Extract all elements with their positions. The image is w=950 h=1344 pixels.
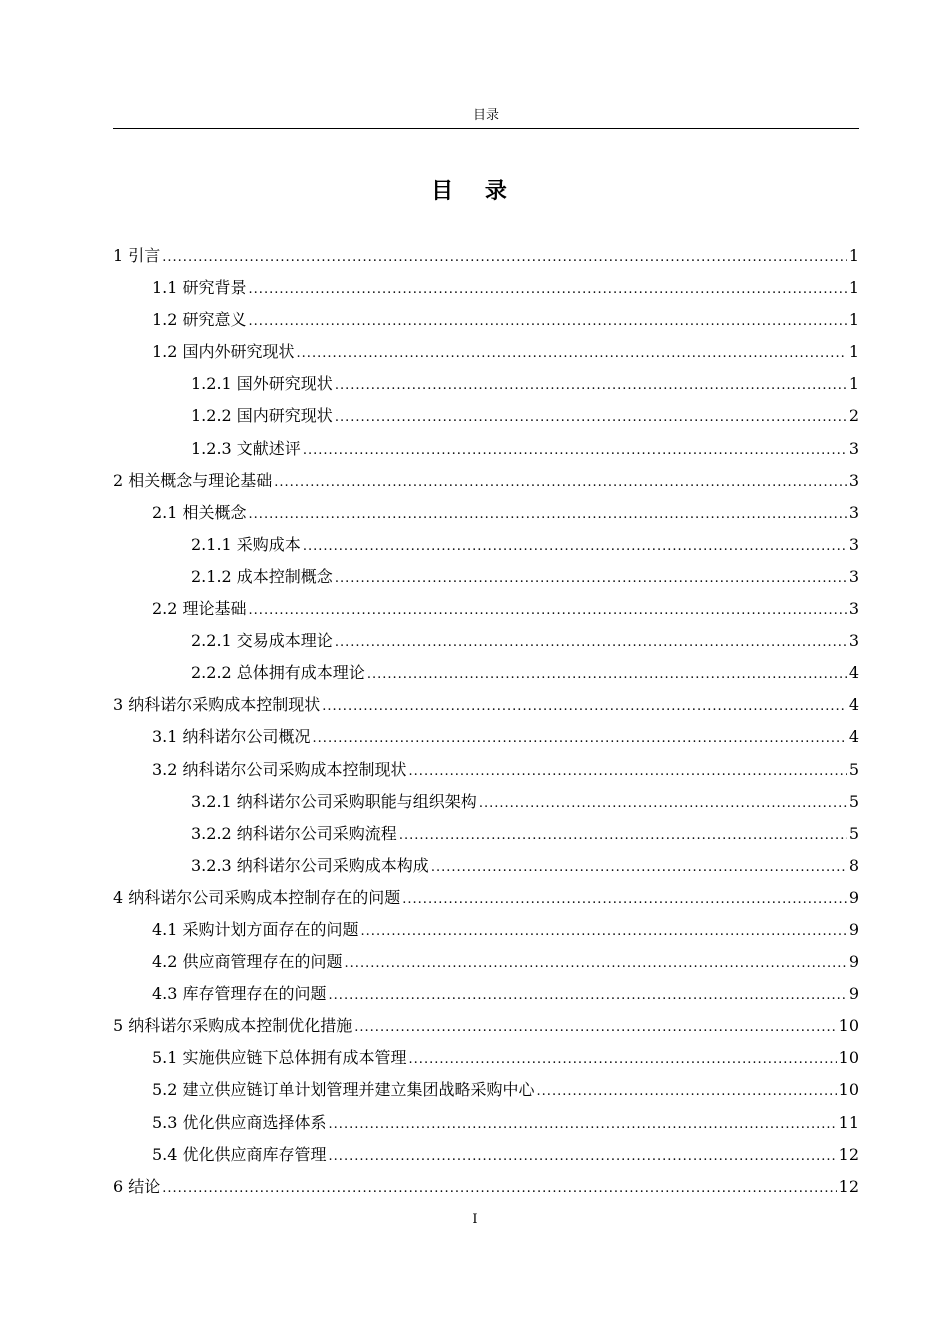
toc-entry[interactable] [113, 1110, 859, 1142]
toc-entry-label: 1.2.2 国内研究现状 [191, 406, 333, 426]
toc-entry[interactable] [113, 564, 859, 596]
toc-entry[interactable] [113, 307, 859, 339]
toc-entry[interactable] [113, 1174, 859, 1206]
toc-dot-leader [274, 470, 847, 496]
toc-entry-label: 5.1 实施供应链下总体拥有成本管理 [152, 1048, 407, 1068]
toc-entry[interactable] [113, 949, 859, 981]
toc-dot-leader [537, 1079, 837, 1105]
toc-dot-leader [313, 726, 847, 752]
toc-entry-page: 3 [848, 631, 859, 651]
page-title: 目 录 [431, 178, 519, 204]
toc-entry[interactable] [113, 1142, 859, 1174]
toc-entry[interactable] [113, 1045, 859, 1077]
toc-dot-leader [303, 534, 847, 560]
toc-entry[interactable] [113, 628, 859, 660]
toc-entry-page: 4 [848, 695, 859, 715]
toc-dot-leader [329, 1144, 837, 1170]
toc-entry-label: 1.2.1 国外研究现状 [191, 374, 333, 394]
toc-dot-leader [345, 951, 847, 977]
toc-entry-page: 10 [838, 1048, 859, 1068]
toc-entry-page: 3 [848, 470, 859, 490]
toc-dot-leader [249, 502, 847, 528]
toc-entry-page: 5 [848, 823, 859, 843]
toc-entry[interactable] [113, 532, 859, 564]
toc-dot-leader [431, 855, 847, 881]
toc-dot-leader [367, 662, 847, 688]
toc-entry-label: 1.1 研究背景 [152, 278, 247, 298]
running-header: 目录 [472, 108, 499, 123]
toc-dot-leader [162, 245, 847, 271]
toc-entry-page: 10 [838, 1016, 859, 1036]
toc-entry-label: 5 纳科诺尔采购成本控制优化措施 [113, 1016, 353, 1036]
toc-dot-leader [361, 919, 847, 945]
toc-entry-label: 2.1.2 成本控制概念 [191, 566, 333, 586]
toc-entry[interactable] [113, 468, 859, 500]
toc-entry-label: 4.3 库存管理存在的问题 [152, 984, 327, 1004]
toc-entry-page: 8 [848, 855, 859, 875]
toc-dot-leader [402, 887, 847, 913]
toc-entry-label: 5.2 建立供应链订单计划管理并建立集团战略采购中心 [152, 1080, 535, 1100]
toc-entry-label: 1.2 国内外研究现状 [152, 342, 295, 362]
toc-entry-page: 9 [848, 919, 859, 939]
toc-dot-leader [249, 309, 847, 335]
toc-entry-page: 1 [848, 342, 859, 362]
toc-entry[interactable] [113, 500, 859, 532]
toc-entry-label: 1.2 研究意义 [152, 310, 247, 330]
toc-entry-label: 4.1 采购计划方面存在的问题 [152, 919, 359, 939]
toc-entry-label: 1 引言 [113, 246, 161, 265]
toc-entry-label: 2.1 相关概念 [152, 502, 247, 522]
toc-entry-page: 1 [848, 246, 859, 265]
toc-entry[interactable] [113, 757, 859, 789]
toc-dot-leader [354, 1015, 836, 1041]
toc-dot-leader [335, 630, 847, 656]
toc-dot-leader [249, 598, 847, 624]
toc-dot-leader [409, 1047, 837, 1073]
toc-entry-label: 3.2.2 纳科诺尔公司采购流程 [191, 823, 397, 843]
toc-entry[interactable] [113, 885, 859, 917]
toc-entry-page: 3 [848, 438, 859, 458]
toc-entry[interactable] [113, 724, 859, 756]
toc-entry-page: 4 [848, 727, 859, 747]
toc-entry-page: 11 [838, 1112, 859, 1132]
table-of-contents [113, 243, 859, 1206]
toc-entry-page: 4 [848, 663, 859, 683]
toc-entry-label: 3.1 纳科诺尔公司概况 [152, 727, 311, 747]
header-rule [113, 128, 859, 129]
toc-entry-page: 3 [848, 534, 859, 554]
toc-dot-leader [249, 277, 847, 303]
toc-entry-page: 5 [848, 791, 859, 811]
toc-entry[interactable] [113, 917, 859, 949]
toc-entry-label: 1.2.3 文献述评 [191, 438, 301, 458]
toc-entry-label: 2.2.2 总体拥有成本理论 [191, 663, 365, 683]
toc-entry-page: 1 [848, 278, 859, 298]
toc-entry-page: 5 [848, 759, 859, 779]
toc-entry[interactable] [113, 692, 859, 724]
toc-entry[interactable] [113, 789, 859, 821]
toc-entry[interactable] [113, 371, 859, 403]
toc-dot-leader [303, 438, 847, 464]
toc-entry[interactable] [113, 339, 859, 371]
toc-entry-label: 5.4 优化供应商库存管理 [152, 1144, 327, 1164]
toc-entry-label: 6 结论 [113, 1176, 161, 1196]
toc-dot-leader [335, 566, 847, 592]
toc-dot-leader [409, 759, 847, 785]
toc-entry-page: 9 [848, 887, 859, 907]
toc-entry[interactable] [113, 275, 859, 307]
toc-entry-label: 2.1.1 采购成本 [191, 534, 301, 554]
toc-dot-leader [399, 823, 847, 849]
toc-entry-page: 12 [838, 1176, 859, 1196]
page-number: I [472, 1212, 478, 1227]
toc-entry-label: 2.2.1 交易成本理论 [191, 631, 333, 651]
toc-entry-label: 5.3 优化供应商选择体系 [152, 1112, 327, 1132]
toc-entry-page: 3 [848, 502, 859, 522]
toc-entry-label: 4 纳科诺尔公司采购成本控制存在的问题 [113, 887, 401, 907]
toc-dot-leader [329, 983, 847, 1009]
toc-entry[interactable] [113, 596, 859, 628]
toc-dot-leader [479, 791, 847, 817]
toc-entry-label: 3.2.1 纳科诺尔公司采购职能与组织架构 [191, 791, 477, 811]
toc-dot-leader [335, 373, 847, 399]
toc-entry-page: 1 [848, 374, 859, 394]
toc-entry[interactable] [113, 1013, 859, 1045]
toc-entry[interactable] [113, 403, 859, 435]
toc-dot-leader [162, 1176, 836, 1202]
toc-entry[interactable] [113, 981, 859, 1013]
toc-entry[interactable] [113, 1077, 859, 1109]
toc-entry-page: 9 [848, 984, 859, 1004]
toc-entry-label: 4.2 供应商管理存在的问题 [152, 952, 343, 972]
toc-entry-label: 3.2 纳科诺尔公司采购成本控制现状 [152, 759, 407, 779]
toc-entry-page: 3 [848, 566, 859, 586]
toc-entry[interactable] [113, 853, 859, 885]
toc-entry-label: 2 相关概念与理论基础 [113, 470, 273, 490]
toc-entry-page: 12 [838, 1144, 859, 1164]
toc-dot-leader [335, 405, 847, 431]
toc-dot-leader [297, 341, 847, 367]
toc-dot-leader [322, 694, 847, 720]
toc-dot-leader [329, 1112, 837, 1138]
toc-entry[interactable] [113, 821, 859, 853]
toc-entry-label: 2.2 理论基础 [152, 599, 247, 619]
toc-entry-page: 1 [848, 310, 859, 330]
toc-entry[interactable] [113, 436, 859, 468]
toc-entry-page: 9 [848, 952, 859, 972]
toc-entry-label: 3.2.3 纳科诺尔公司采购成本构成 [191, 855, 429, 875]
toc-entry-page: 10 [838, 1080, 859, 1100]
toc-entry-label: 3 纳科诺尔采购成本控制现状 [113, 695, 321, 715]
toc-entry[interactable] [113, 660, 859, 692]
toc-entry-page: 3 [848, 599, 859, 619]
toc-entry-page: 2 [848, 406, 859, 426]
toc-entry[interactable] [113, 243, 859, 275]
